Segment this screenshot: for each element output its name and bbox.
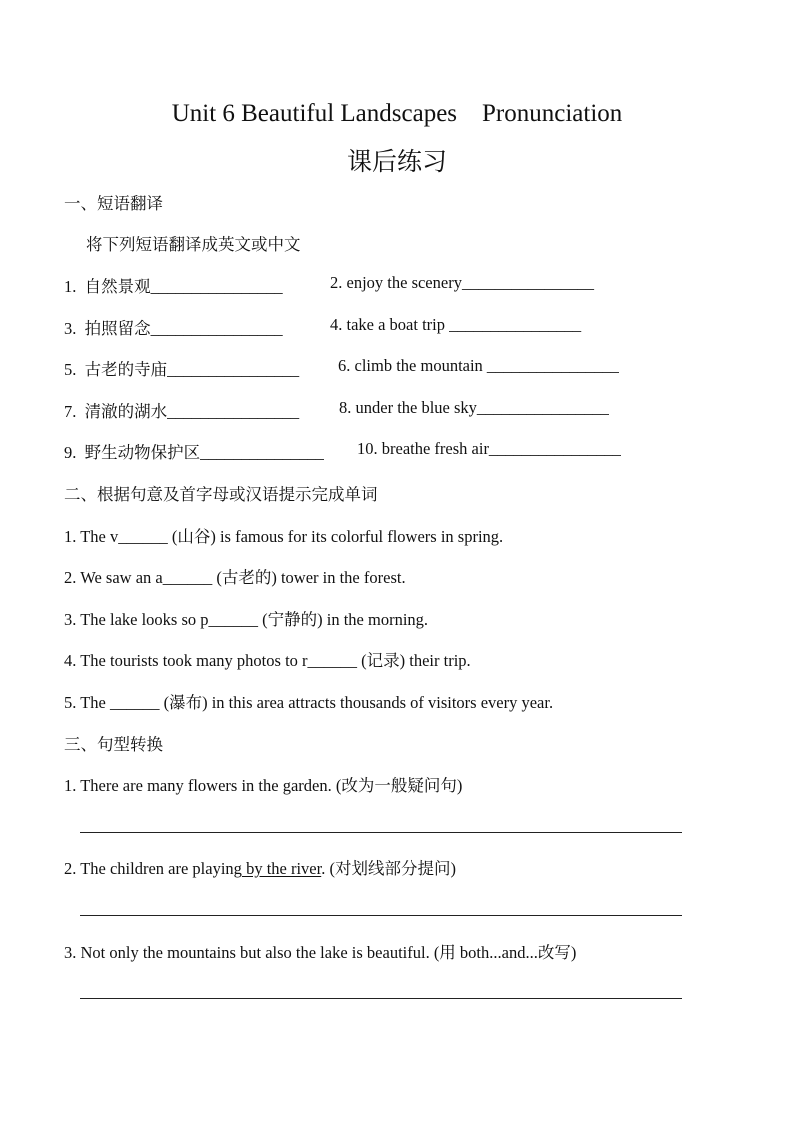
section1-heading: 一、短语翻译 — [64, 194, 163, 213]
fill-item: 5. The ______ (瀑布) in this area attracts thousands of visitors every year. — [64, 693, 554, 712]
underlined-phrase: by the river — [241, 859, 322, 878]
fill-item: 4. The tourists took many photos to r______ (记录) their trip. — [64, 651, 471, 670]
phrase-item: 1. 自然景观________________ — [64, 277, 283, 296]
section1-instruction: 将下列短语翻译成英文或中文 — [86, 235, 301, 254]
question-2-text: 2. The children are playing — [64, 859, 242, 878]
answer-line-1 — [80, 832, 682, 833]
fill-item: 1. The v______ (山谷) is famous for its colorful flowers in spring. — [64, 527, 504, 546]
phrase-item: 9. 野生动物保护区_______________ — [64, 443, 324, 462]
answer-line-2 — [80, 915, 682, 916]
phrase-item: 4. take a boat trip ________________ — [330, 315, 582, 334]
page-subtitle: 课后练习 — [346, 149, 447, 176]
phrase-item: 2. enjoy the scenery________________ — [330, 273, 594, 292]
transform-question-1: 1. There are many flowers in the garden. (改为一般疑问句) — [64, 776, 463, 795]
fill-item: 3. The lake looks so p______ (宁静的) in the morning. — [64, 610, 429, 629]
phrase-item: 7. 清澈的湖水________________ — [64, 402, 300, 421]
section2-heading: 二、根据句意及首字母或汉语提示完成单词 — [64, 485, 378, 504]
transform-question-3: 3. Not only the mountains but also the lake is beautiful. (用 both...and...改写) — [64, 943, 577, 962]
answer-line-3 — [80, 998, 682, 999]
phrase-item: 10. breathe fresh air________________ — [357, 439, 621, 458]
fill-item: 2. We saw an a______ (古老的) tower in the forest. — [64, 568, 406, 587]
question-2-instruction: . (对划线部分提问) — [321, 859, 456, 878]
phrase-item: 3. 拍照留念________________ — [64, 319, 283, 338]
transform-question-2 — [64, 855, 456, 879]
page-title: Unit 6 Beautiful Landscapes Pronunciation — [171, 100, 623, 127]
phrase-item: 8. under the blue sky________________ — [339, 398, 609, 417]
section3-heading: 三、句型转换 — [64, 735, 163, 754]
phrase-item: 5. 古老的寺庙________________ — [64, 360, 300, 379]
phrase-item: 6. climb the mountain ________________ — [338, 356, 619, 375]
